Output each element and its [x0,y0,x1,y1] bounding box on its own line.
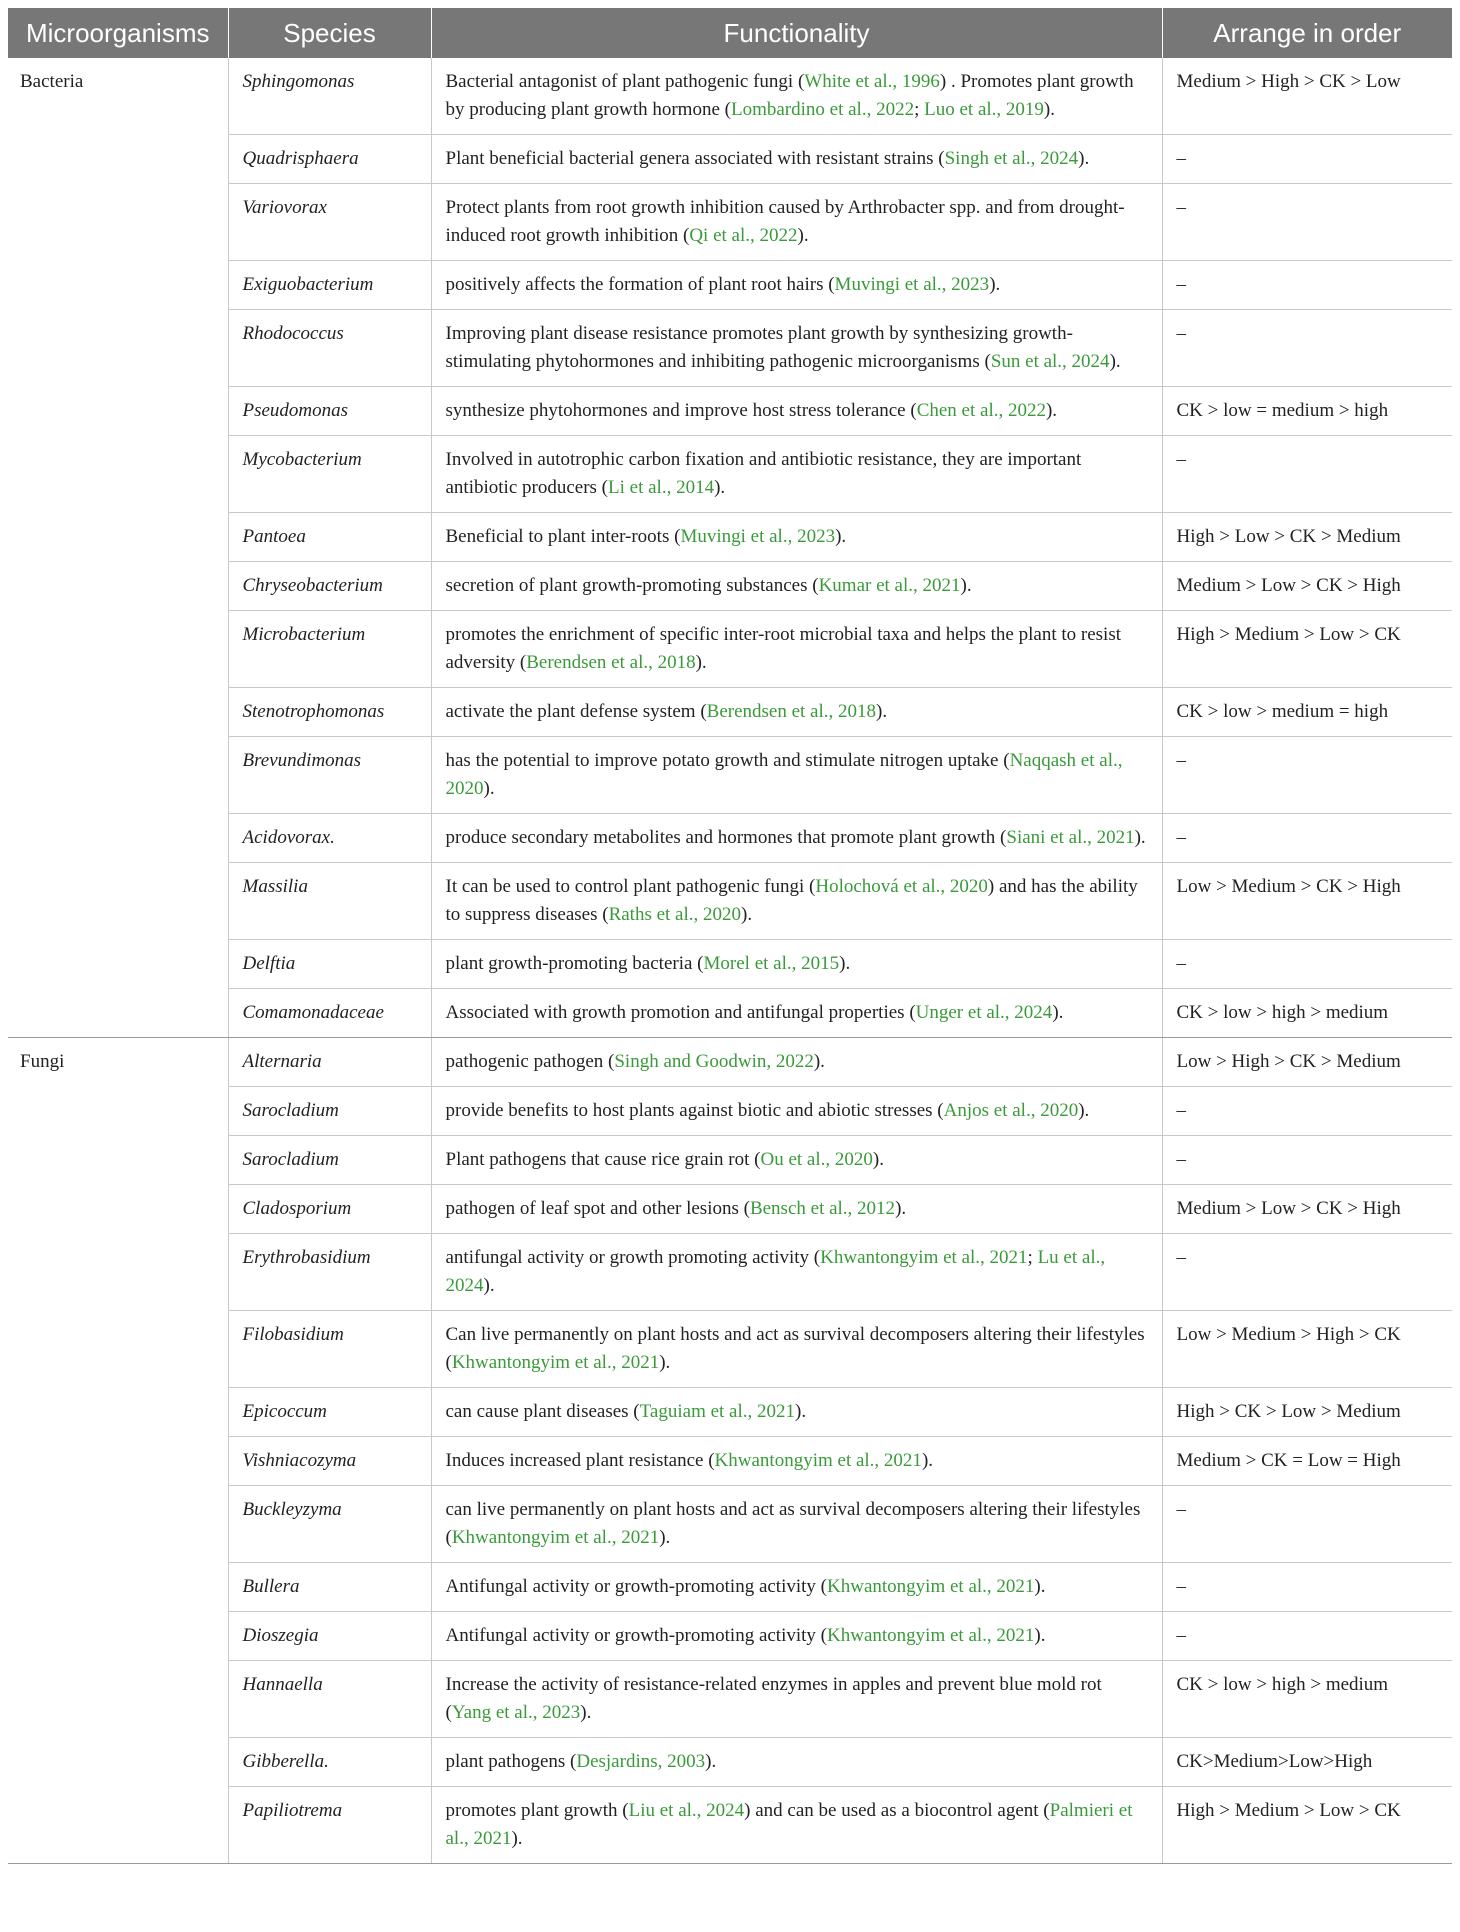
species-cell: Microbacterium [228,611,431,688]
citation-link[interactable]: Taguiam et al., 2021 [639,1401,796,1422]
citation-link[interactable]: Bensch et al., 2012 [749,1198,896,1219]
microorganism-group-cell: Fungi [8,1038,228,1864]
arrange-order-cell: High > CK > Low > Medium [1162,1388,1452,1437]
functionality-cell [431,1738,1162,1787]
species-cell: Brevundimonas [228,737,431,814]
citation-link[interactable]: Naqqash et al., 2020 [445,750,1123,799]
citation-link[interactable]: Khwantongyim et al., 2021 [451,1352,660,1373]
citation-link[interactable]: Siani et al., 2021 [1006,827,1135,848]
arrange-order-cell: CK>Medium>Low>High [1162,1738,1452,1787]
arrange-order-cell: Low > Medium > CK > High [1162,863,1452,940]
header-row [8,8,1452,58]
functionality-cell [431,688,1162,737]
citation-link[interactable]: Yang et al., 2023 [451,1702,581,1723]
functionality-text: ). [1078,148,1090,169]
arrange-order-cell: – [1162,940,1452,989]
functionality-text: Antifungal activity or growth-promoting activity ( [445,1576,828,1597]
functionality-text: pathogenic pathogen ( [445,1051,615,1072]
functionality-text: Protect plants from root growth inhibition caused by Arthrobacter spp. and from drought-induced root growth inhibition ( [445,197,1125,246]
species-cell: Variovorax [228,184,431,261]
arrange-order-cell: High > Medium > Low > CK [1162,1787,1452,1864]
functionality-text: ). [695,652,707,673]
species-cell: Exiguobacterium [228,261,431,310]
arrange-order-cell: – [1162,1136,1452,1185]
functionality-text: ) . Promotes plant growth by producing plant growth hormone ( [445,71,1134,120]
arrange-order-cell: – [1162,436,1452,513]
functionality-text: positively affects the formation of plant root hairs ( [445,274,835,295]
citation-link[interactable]: Chen et al., 2022 [916,400,1046,421]
citation-link[interactable]: Sun et al., 2024 [990,351,1110,372]
functionality-text: ). [511,1828,523,1849]
citation-link[interactable]: Khwantongyim et al., 2021 [714,1450,922,1471]
functionality-text: It can be used to control plant pathogenic fungi ( [445,876,816,897]
species-cell: Pseudomonas [228,387,431,436]
functionality-cell [431,1486,1162,1563]
functionality-text: ). [483,1275,495,1296]
citation-link[interactable]: Palmieri et al., 2021 [445,1800,1133,1849]
arrange-order-cell: Low > High > CK > Medium [1162,1038,1452,1087]
functionality-cell [431,436,1162,513]
functionality-text: ) and has the ability to suppress diseases ( [445,876,1138,925]
functionality-text: ) and can be used as a biocontrol agent ( [744,1800,1050,1821]
arrange-order-cell: – [1162,1234,1452,1311]
arrange-order-cell: High > Low > CK > Medium [1162,513,1452,562]
species-cell: Hannaella [228,1661,431,1738]
citation-link[interactable]: Singh and Goodwin, 2022 [614,1051,814,1072]
functionality-text: ). [1109,351,1121,372]
species-cell: Pantoea [228,513,431,562]
header-arrange-in-order: Arrange in order [1162,8,1452,58]
table-body [8,58,1452,1864]
arrange-order-cell: – [1162,184,1452,261]
functionality-cell [431,58,1162,135]
functionality-text: ). [872,1149,884,1170]
functionality-text: activate the plant defense system ( [445,701,707,722]
arrange-order-cell: – [1162,1486,1452,1563]
arrange-order-cell: – [1162,135,1452,184]
species-cell: Rhodococcus [228,310,431,387]
functionality-cell [431,814,1162,863]
functionality-cell [431,562,1162,611]
functionality-cell [431,1136,1162,1185]
citation-link[interactable]: Liu et al., 2024 [628,1800,745,1821]
functionality-text: ). [1052,1002,1064,1023]
functionality-cell [431,611,1162,688]
species-cell: Papiliotrema [228,1787,431,1864]
functionality-cell [431,737,1162,814]
functionality-text: ). [895,1198,907,1219]
species-cell: Sphingomonas [228,58,431,135]
functionality-text: ). [659,1527,671,1548]
functionality-text: Beneficial to plant inter-roots ( [445,526,681,547]
functionality-cell [431,1661,1162,1738]
functionality-text: Plant pathogens that cause rice grain rot ( [445,1149,761,1170]
citation-link[interactable]: Morel et al., 2015 [703,953,840,974]
citation-link[interactable]: White et al., 1996 [804,71,940,92]
functionality-text: ). [839,953,851,974]
functionality-text: promotes plant growth ( [445,1800,629,1821]
citation-link[interactable]: Khwantongyim et al., 2021 [827,1576,1035,1597]
functionality-text: Can live permanently on plant hosts and act as survival decomposers altering their lifestyles ( [445,1324,1145,1373]
citation-link[interactable]: Desjardins, 2003 [576,1751,706,1772]
citation-link[interactable]: Lombardino et al., 2022 [730,99,915,120]
functionality-text: Bacterial antagonist of plant pathogenic fungi ( [445,71,805,92]
functionality-cell [431,1563,1162,1612]
species-cell: Cladosporium [228,1185,431,1234]
species-cell: Buckleyzyma [228,1486,431,1563]
table-row [8,1038,1452,1087]
citation-link[interactable]: Raths et al., 2020 [608,904,742,925]
header-functionality: Functionality [431,8,1162,58]
arrange-order-cell: CK > low = medium > high [1162,387,1452,436]
functionality-text: has the potential to improve potato growth and stimulate nitrogen uptake ( [445,750,1010,771]
arrange-order-cell: – [1162,1612,1452,1661]
functionality-text: ). [483,778,495,799]
functionality-text: Antifungal activity or growth-promoting activity ( [445,1625,828,1646]
arrange-order-cell: – [1162,261,1452,310]
functionality-text: promotes the enrichment of specific inter-root microbial taxa and helps the plant to resist adversity ( [445,624,1121,673]
arrange-order-cell: CK > low > high > medium [1162,989,1452,1038]
species-cell: Delftia [228,940,431,989]
functionality-text: ). [714,477,726,498]
functionality-cell [431,989,1162,1038]
citation-link[interactable]: Anjos et al., 2020 [943,1100,1079,1121]
functionality-cell [431,184,1162,261]
arrange-order-cell: Low > Medium > High > CK [1162,1311,1452,1388]
functionality-text: ). [1134,827,1146,848]
species-cell: Sarocladium [228,1136,431,1185]
citation-link[interactable]: Luo et al., 2019 [924,99,1044,120]
species-cell: Massilia [228,863,431,940]
functionality-cell [431,1087,1162,1136]
header-microorganisms: Microorganisms [8,8,228,58]
arrange-order-cell: High > Medium > Low > CK [1162,611,1452,688]
functionality-text: ). [797,225,809,246]
functionality-cell [431,1612,1162,1661]
arrange-order-cell: Medium > Low > CK > High [1162,1185,1452,1234]
functionality-cell [431,1437,1162,1486]
species-cell: Mycobacterium [228,436,431,513]
arrange-order-cell: Medium > High > CK > Low [1162,58,1452,135]
functionality-text: secretion of plant growth-promoting substances ( [445,575,819,596]
species-cell: Sarocladium [228,1087,431,1136]
microorganism-group-cell: Bacteria [8,58,228,1038]
functionality-text: ). [1043,99,1055,120]
functionality-cell [431,1234,1162,1311]
arrange-order-cell: – [1162,814,1452,863]
functionality-text: can live permanently on plant hosts and act as survival decomposers altering their lifestyles ( [445,1499,1141,1548]
species-cell: Bullera [228,1563,431,1612]
functionality-text: ; [1027,1247,1038,1268]
species-cell: Chryseobacterium [228,562,431,611]
functionality-cell [431,387,1162,436]
functionality-text: antifungal activity or growth promoting activity ( [445,1247,821,1268]
functionality-cell [431,310,1162,387]
functionality-text: ). [960,575,972,596]
functionality-cell [431,513,1162,562]
functionality-text: Increase the activity of resistance-related enzymes in apples and prevent blue mold rot ( [445,1674,1102,1723]
functionality-text: produce secondary metabolites and hormones that promote plant growth ( [445,827,1007,848]
arrange-order-cell: CK > low > medium = high [1162,688,1452,737]
arrange-order-cell: – [1162,1087,1452,1136]
species-cell: Epicoccum [228,1388,431,1437]
citation-link[interactable]: Berendsen et al., 2018 [706,701,877,722]
functionality-text: ). [921,1450,934,1471]
functionality-text: ). [835,526,847,547]
citation-link[interactable]: Qi et al., 2022 [689,225,798,246]
species-cell: Quadrisphaera [228,135,431,184]
functionality-cell [431,940,1162,989]
functionality-text: Improving plant disease resistance promotes plant growth by synthesizing growth-stimulating phytohormones and inhibiting pathogenic microorganisms ( [445,323,1073,372]
functionality-text: pathogen of leaf spot and other lesions ( [445,1198,750,1219]
functionality-text: ). [1078,1100,1090,1121]
functionality-cell [431,1388,1162,1437]
header-species: Species [228,8,431,58]
functionality-text: ). [876,701,888,722]
functionality-text: Plant beneficial bacterial genera associated with resistant strains ( [445,148,945,169]
citation-link[interactable]: Khwantongyim et al., 2021 [820,1247,1028,1268]
functionality-text: plant growth-promoting bacteria ( [445,953,704,974]
species-cell: Comamonadaceae [228,989,431,1038]
species-cell: Erythrobasidium [228,1234,431,1311]
citation-link[interactable]: Khwantongyim et al., 2021 [827,1625,1035,1646]
species-cell: Gibberella. [228,1738,431,1787]
arrange-order-cell: Medium > CK = Low = High [1162,1437,1452,1486]
functionality-text: plant pathogens ( [445,1751,577,1772]
functionality-text: ). [1034,1625,1046,1646]
citation-link[interactable]: Lu et al., 2024 [445,1247,1106,1296]
functionality-cell [431,1038,1162,1087]
arrange-order-cell: – [1162,1563,1452,1612]
citation-link[interactable]: Unger et al., 2024 [915,1002,1053,1023]
citation-link[interactable]: Singh et al., 2024 [944,148,1079,169]
species-cell: Stenotrophomonas [228,688,431,737]
species-cell: Acidovorax. [228,814,431,863]
arrange-order-cell: Medium > Low > CK > High [1162,562,1452,611]
functionality-text: Induces increased plant resistance ( [445,1450,715,1471]
species-cell: Alternaria [228,1038,431,1087]
functionality-cell [431,261,1162,310]
functionality-cell [431,1787,1162,1864]
functionality-text: ). [989,274,1001,295]
functionality-cell [431,1185,1162,1234]
functionality-cell [431,135,1162,184]
functionality-text: synthesize phytohormones and improve host stress tolerance ( [445,400,917,421]
citation-link[interactable]: Li et al., 2014 [608,477,715,498]
citation-link[interactable]: Muvingi et al., 2023 [834,274,990,295]
species-cell: Vishniacozyma [228,1437,431,1486]
citation-link[interactable]: Ou et al., 2020 [760,1149,873,1170]
functionality-text: ). [795,1401,807,1422]
arrange-order-cell: – [1162,737,1452,814]
functionality-text: Associated with growth promotion and antifungal properties ( [445,1002,916,1023]
functionality-text: provide benefits to host plants against biotic and abiotic stresses ( [445,1100,944,1121]
functionality-cell [431,863,1162,940]
functionality-text: ). [1034,1576,1046,1597]
functionality-cell [431,1311,1162,1388]
citation-link[interactable]: Berendsen et al., 2018 [526,652,696,673]
functionality-text: can cause plant diseases ( [445,1401,640,1422]
functionality-text: ). [813,1051,825,1072]
arrange-order-cell: – [1162,310,1452,387]
functionality-text: ). [1045,400,1058,421]
functionality-text: ; [914,99,925,120]
citation-link[interactable]: Muvingi et al., 2023 [680,526,836,547]
functionality-text: ). [705,1751,717,1772]
species-cell: Filobasidium [228,1311,431,1388]
functionality-text: ). [659,1352,671,1373]
functionality-text: ). [580,1702,592,1723]
citation-link[interactable]: Khwantongyim et al., 2021 [451,1527,660,1548]
arrange-order-cell: CK > low > high > medium [1162,1661,1452,1738]
citation-link[interactable]: Kumar et al., 2021 [818,575,961,596]
functionality-text: ). [741,904,753,925]
microorganism-table [8,8,1452,1864]
table-row [8,58,1452,135]
citation-link[interactable]: Holochová et al., 2020 [815,876,988,897]
species-cell: Dioszegia [228,1612,431,1661]
functionality-text: Involved in autotrophic carbon fixation and antibiotic resistance, they are important antibiotic producers ( [445,449,1082,498]
